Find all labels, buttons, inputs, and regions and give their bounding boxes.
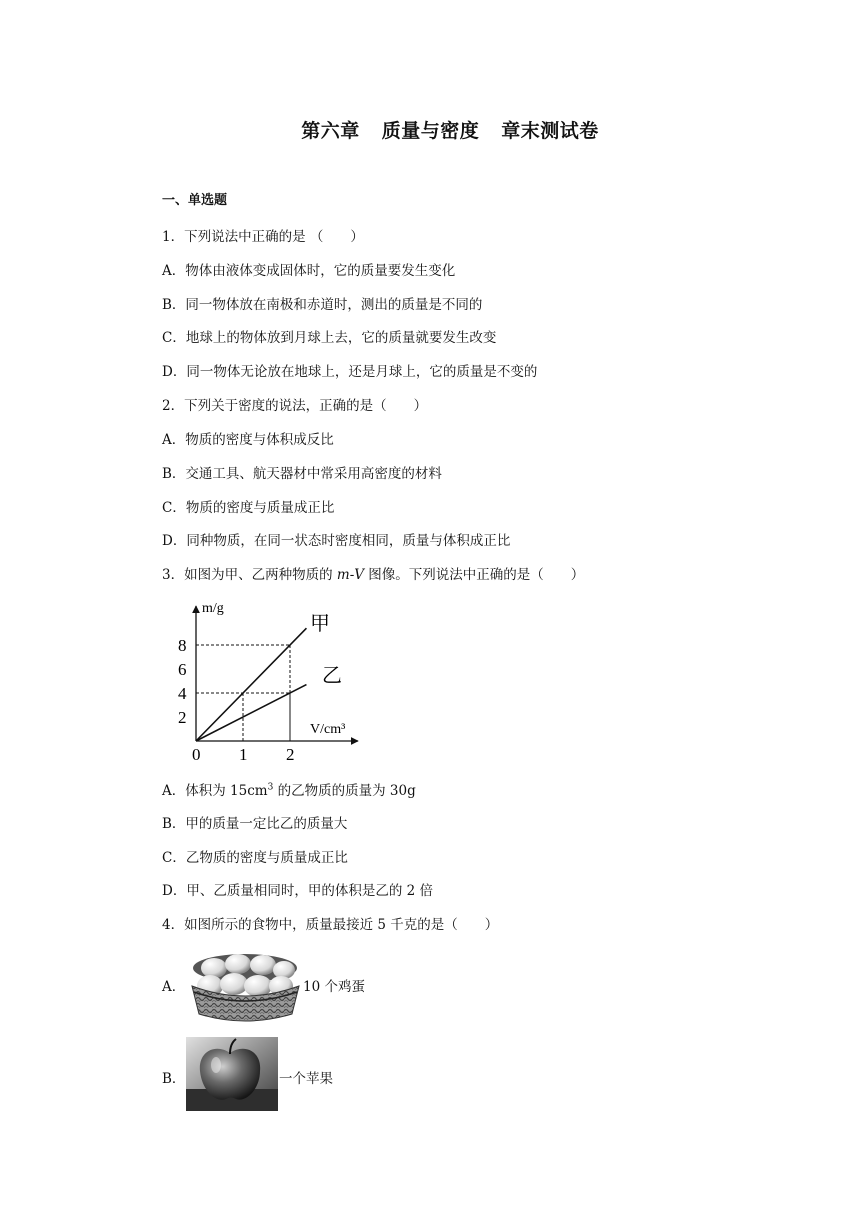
q3-option-b: B．甲的质量一定比乙的质量大 [162,816,348,832]
section-heading: 一、单选题 [162,193,228,208]
q3-option-d: D．甲、乙质量相同时，甲的体积是乙的 2 倍 [162,883,433,899]
q2-option-c: C．物质的密度与质量成正比 [162,500,335,516]
q1-option-c: C．地球上的物体放到月球上去，它的质量就要发生改变 [162,330,497,346]
title-test: 章末测试卷 [501,120,599,142]
page-title [0,116,860,143]
x-tick-0: 0 [192,745,201,764]
q3-option-a: A．体积为 $15cm^3$ 的乙物质的质量为 30g [162,782,416,799]
q3-stem: 3．如图为甲、乙两种物质的 m-V 图像。下列说法中正确的是（ ） [162,567,585,583]
y-tick-6: 6 [178,660,187,679]
x-tick-2: 2 [286,745,295,764]
q1-option-d: D．同一物体无论放在地球上，还是月球上，它的质量是不变的 [162,364,538,380]
q3-option-c: C．乙物质的密度与质量成正比 [162,850,348,866]
q1-option-a: A．物体由液体变成固体时，它的质量要发生变化 [162,263,456,279]
q2-option-a: A．物质的密度与体积成反比 [162,432,334,448]
q4-option-a-text: 10 个鸡蛋 [303,979,365,995]
q1-option-b: B．同一物体放在南极和赤道时，测出的质量是不同的 [162,297,483,313]
y-tick-8: 8 [178,636,187,655]
egg-basket-image [188,948,303,1023]
title-topic: 质量与密度 [381,120,480,142]
series-label-jia: 甲 [310,613,330,635]
mv-chart [170,600,370,770]
q2-option-b: B．交通工具、航天器材中常采用高密度的材料 [162,466,442,482]
q1-stem: 1．下列说法中正确的是 （ ） [162,229,364,245]
title-chapter: 第六章 [301,120,360,142]
x-tick-1: 1 [239,745,248,764]
q4-stem: 4．如图所示的食物中，质量最接近 5 千克的是（ ） [162,917,499,933]
q4-option-b-text: 一个苹果 [279,1071,333,1087]
y-axis-label: m/g [202,601,224,616]
x-axis-label: V/cm³ [310,722,346,737]
q2-stem: 2．下列关于密度的说法，正确的是（ ） [162,398,428,414]
q4-option-a-label: A． [162,979,186,995]
y-tick-2: 2 [178,708,187,727]
q4-option-b-label: B． [162,1071,186,1087]
series-label-yi: 乙 [322,665,342,687]
y-tick-4: 4 [178,684,187,703]
q2-option-d: D．同种物质，在同一状态时密度相同，质量与体积成正比 [162,533,511,549]
apple-image [186,1037,278,1111]
